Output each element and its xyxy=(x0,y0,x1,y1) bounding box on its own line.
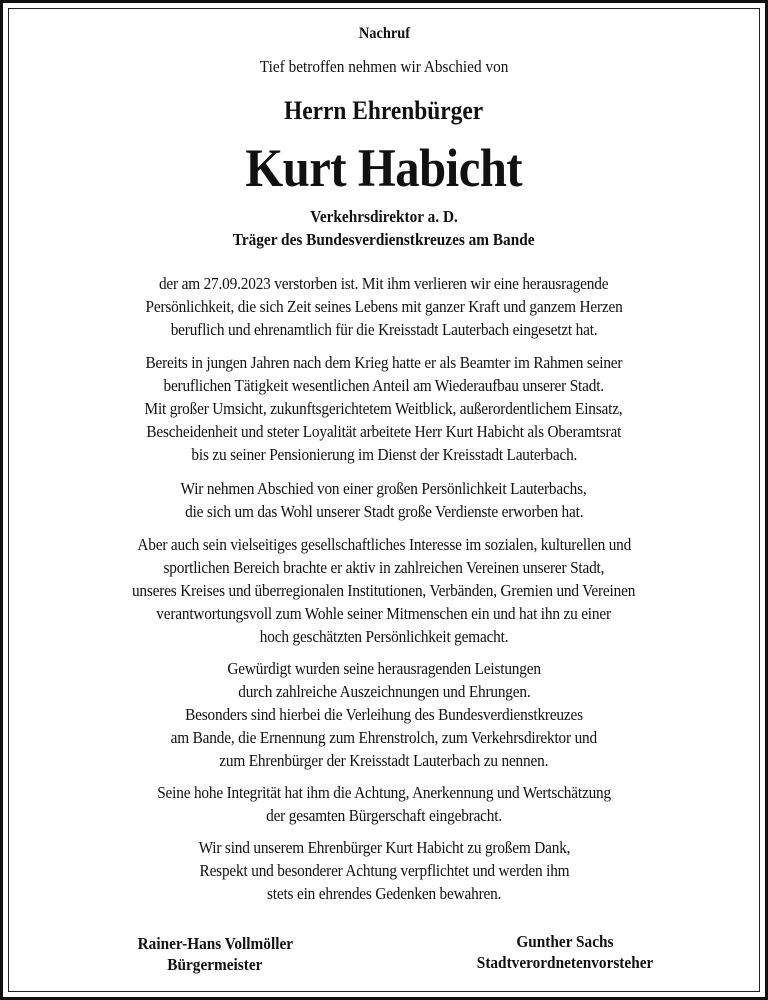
body-text: verantwortungsvoll zum Wohle seiner Mitmenschen ein und hat ihn zu einer xyxy=(156,604,612,623)
title-text-2: Träger des Bundesverdienstkreuzes am Bande xyxy=(233,230,535,249)
intro-line xyxy=(0,57,768,77)
body-text: Bereits in jungen Jahren nach dem Krieg hatte er als Beamter im Rahmen seiner xyxy=(145,353,623,372)
body-text: Gewürdigt wurden seine herausragenden Leistungen xyxy=(227,659,541,678)
body-text: Besonders sind hierbei die Verleihung des Bundesverdienstkreuzes xyxy=(185,705,583,724)
body-text: beruflichen Tätigkeit wesentlichen Anteil am Wiederaufbau unserer Stadt. xyxy=(163,376,605,395)
body-line xyxy=(0,682,768,702)
body-text: hoch geschätzten Persönlichkeit gemacht. xyxy=(259,627,509,646)
body-text: am Bande, die Ernennung zum Ehrenstrolch, zum Verkehrsdirektor und xyxy=(170,728,598,747)
body-line xyxy=(0,838,768,858)
body-line xyxy=(0,806,768,826)
body-text: Mit großer Umsicht, zukunftsgerichtetem Weitblick, außerordentlichem Einsatz, xyxy=(145,399,623,418)
body-line xyxy=(0,751,768,771)
signature-role-text: Stadtverordnetenvorsteher xyxy=(476,953,654,972)
body-text: Aber auch sein vielseitiges gesellschaftliches Interesse im sozialen, kulturellen und xyxy=(137,535,631,554)
notice-label-text: Nachruf xyxy=(358,25,410,42)
body-text: der gesamten Bürgerschaft eingebracht. xyxy=(266,806,502,825)
body-line xyxy=(0,728,768,748)
body-text: stets ein ehrendes Gedenken bewahren. xyxy=(266,884,502,903)
body-text: Wir nehmen Abschied von einer großen Persönlichkeit Lauterbachs, xyxy=(181,479,587,498)
body-line xyxy=(0,479,768,499)
body-line xyxy=(0,376,768,396)
body-line xyxy=(0,353,768,373)
body-text: zum Ehrenbürger der Kreisstadt Lauterbach zu nennen. xyxy=(219,751,549,770)
body-line xyxy=(0,884,768,904)
body-line xyxy=(0,535,768,555)
body-line xyxy=(0,705,768,725)
body-line xyxy=(0,861,768,881)
signature-mayor xyxy=(80,934,350,975)
intro-text: Tief betroffen nehmen wir Abschied von xyxy=(259,57,509,76)
title-text-1: Verkehrsdirektor a. D. xyxy=(310,207,458,226)
body-line xyxy=(0,445,768,465)
body-line xyxy=(0,399,768,419)
signature-council-chair xyxy=(415,932,715,973)
signature-role xyxy=(415,953,715,973)
honorific-text: Herrn Ehrenbürger xyxy=(284,96,484,125)
title-line-1 xyxy=(0,207,768,227)
body-line xyxy=(0,604,768,624)
title-line-2 xyxy=(0,230,768,250)
body-line xyxy=(0,320,768,340)
body-line xyxy=(0,297,768,317)
honorific xyxy=(0,96,768,126)
body-line xyxy=(0,627,768,647)
body-text: Wir sind unserem Ehrenbürger Kurt Habicht zu großem Dank, xyxy=(198,838,570,857)
body-text: sportlichen Bereich brachte er aktiv in zahlreichen Vereinen unserer Stadt, xyxy=(163,558,605,577)
notice-label xyxy=(0,25,768,43)
deceased-name xyxy=(0,137,768,199)
signature-role xyxy=(80,955,350,975)
body-line xyxy=(0,659,768,679)
body-line xyxy=(0,783,768,803)
deceased-name-text: Kurt Habicht xyxy=(245,138,523,198)
body-text: Bescheidenheit und steter Loyalität arbeitete Herr Kurt Habicht als Oberamtsrat xyxy=(146,422,622,441)
body-line xyxy=(0,274,768,294)
body-text: Persönlichkeit, die sich Zeit seines Lebens mit ganzer Kraft und ganzem Herzen xyxy=(145,297,623,316)
body-text: beruflich und ehrenamtlich für die Kreisstadt Lauterbach eingesetzt hat. xyxy=(170,320,598,339)
body-text: unseres Kreises und überregionalen Institutionen, Verbänden, Gremien und Vereinen xyxy=(132,581,636,600)
body-line xyxy=(0,558,768,578)
signature-name-text: Gunther Sachs xyxy=(516,932,614,951)
body-line xyxy=(0,422,768,442)
body-line xyxy=(0,502,768,522)
signature-name xyxy=(415,932,715,952)
signature-role-text: Bürgermeister xyxy=(167,955,263,974)
signature-name xyxy=(80,934,350,954)
body-line xyxy=(0,581,768,601)
body-text: Seine hohe Integrität hat ihm die Achtung, Anerkennung und Wertschätzung xyxy=(157,783,611,802)
body-text: der am 27.09.2023 verstorben ist. Mit ihm verlieren wir eine herausragende xyxy=(159,274,609,293)
body-text: Respekt und besonderer Achtung verpflichtet und werden ihm xyxy=(199,861,569,880)
body-text: bis zu seiner Pensionierung im Dienst der Kreisstadt Lauterbach. xyxy=(191,445,577,464)
signature-name-text: Rainer-Hans Vollmöller xyxy=(137,934,293,953)
body-text: durch zahlreiche Auszeichnungen und Ehrungen. xyxy=(237,682,531,701)
body-text: die sich um das Wohl unserer Stadt große Verdienste erworben hat. xyxy=(184,502,584,521)
